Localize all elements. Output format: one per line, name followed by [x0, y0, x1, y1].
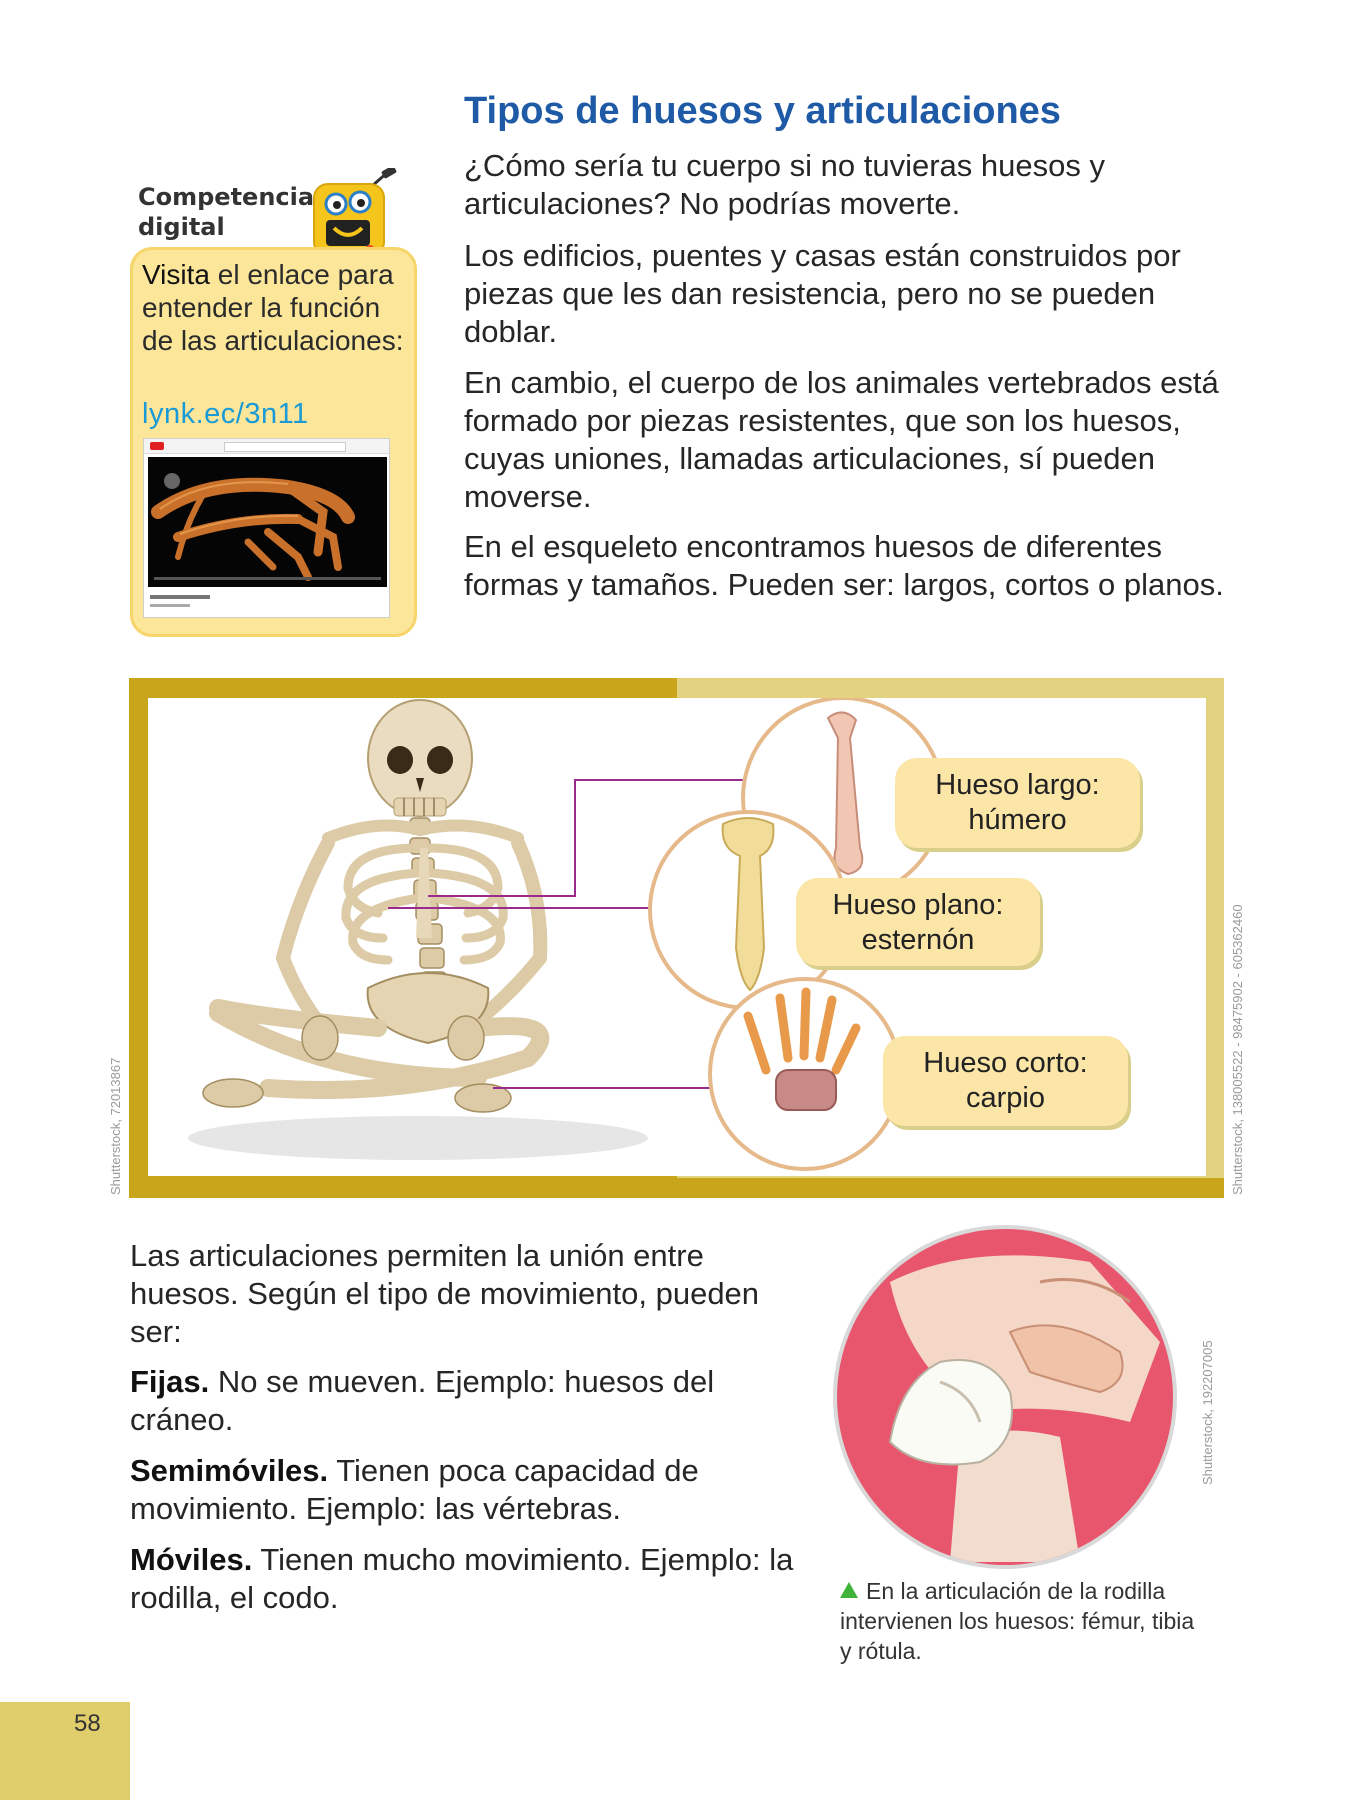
label-flat-bone [796, 878, 1040, 966]
label-long-bone [895, 758, 1140, 848]
paragraph-intro: ¿Cómo sería tu cuerpo si no tuvieras huesos y articulaciones? No podrías moverte. [464, 148, 1105, 221]
video-thumbnail[interactable] [143, 438, 390, 618]
joint-type-fixed [130, 1363, 810, 1439]
image-credit-bones: Shutterstock, 138005522 - 98475902 - 605362460 [1230, 904, 1245, 1195]
joint-type-semimobile-text: Tienen poca capacidad de movimiento. Ejemplo: las vértebras. [130, 1453, 699, 1526]
illustration-frame-bottom [677, 1178, 1224, 1198]
label-short-bone-name: carpio [966, 1082, 1045, 1114]
paragraph-buildings: Los edificios, puentes y casas están construidos por piezas que les dan resistencia, pero no se pueden doblar. [464, 238, 1181, 349]
video-browser-bar [144, 439, 389, 454]
knee-caption [840, 1576, 1210, 1666]
visit-description: el enlace para entender la función de las articulaciones: [142, 259, 404, 356]
joint-type-semimobile [130, 1452, 810, 1528]
label-flat-bone-title: Hueso plano: [832, 889, 1004, 921]
label-flat-bone-name: esternón [861, 924, 975, 956]
page-number-bar [0, 1702, 130, 1800]
joint-type-fixed-term: Fijas. [130, 1364, 210, 1399]
video-search-field [224, 442, 346, 452]
knee-joint-illustration [830, 1222, 1180, 1572]
label-short-bone [883, 1036, 1128, 1126]
label-long-bone-title: Hueso largo: [935, 769, 1100, 801]
knee-caption-text: En la articulación de la rodilla intervienen los huesos: fémur, tibia y rótula. [840, 1578, 1195, 1664]
page-title: Tipos de huesos y articulaciones [464, 90, 1061, 132]
visit-word: Visita [142, 259, 210, 290]
joint-type-mobile-term: Móviles. [130, 1542, 253, 1577]
hand-bones-video-frame [148, 457, 387, 587]
play-logo-icon [150, 442, 164, 450]
joint-type-fixed-text: No se mueven. Ejemplo: huesos del cráneo. [130, 1364, 715, 1437]
paragraph-bone-types: En el esqueleto encontramos huesos de diferentes formas y tamaños. Pueden ser: largos, cortos o planos. [464, 529, 1224, 602]
competencia-digital-label: Competencia digital [138, 183, 315, 241]
page-number: 58 [74, 1710, 101, 1737]
joint-type-mobile-text: Tienen mucho movimiento. Ejemplo: la rodilla, el codo. [130, 1542, 794, 1615]
label-long-bone-name: húmero [968, 804, 1067, 836]
joints-intro: Las articulaciones permiten la unión entre huesos. Según el tipo de movimiento, pueden ser: [130, 1238, 760, 1349]
video-link[interactable]: lynk.ec/3n11 [142, 398, 309, 430]
triangle-marker-icon [840, 1582, 858, 1598]
joint-type-semimobile-term: Semimóviles. [130, 1453, 329, 1488]
image-credit-skeleton: Shutterstock, 72013867 [108, 1057, 123, 1195]
competencia-digital-text [142, 258, 407, 357]
video-views-line [150, 604, 190, 607]
image-credit-knee: Shutterstock, 192207005 [1200, 1340, 1215, 1485]
joint-type-mobile [130, 1541, 810, 1617]
video-title-line [150, 595, 210, 599]
label-short-bone-title: Hueso corto: [923, 1047, 1088, 1079]
paragraph-vertebrates: En cambio, el cuerpo de los animales vertebrados está formado por piezas resistentes, que son los huesos, cuyas uniones, llamadas articulaciones, sí pueden moverse. [464, 365, 1219, 514]
